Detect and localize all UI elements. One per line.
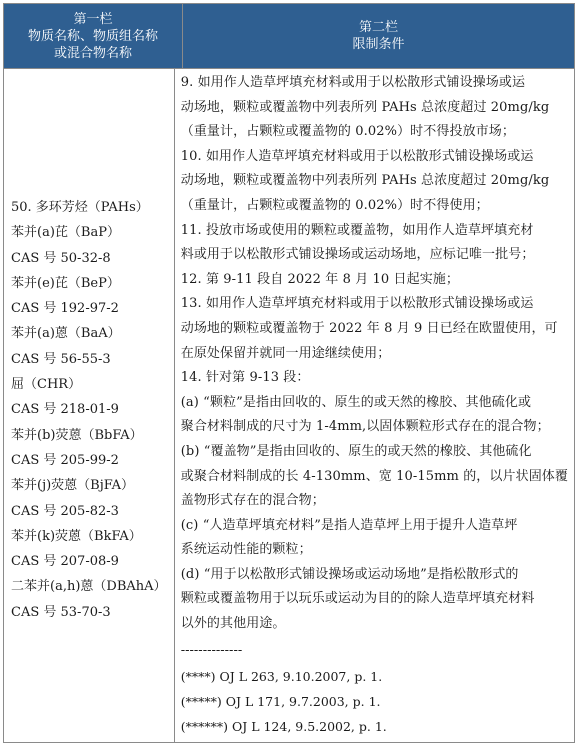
table-row — [4, 68, 574, 743]
footnote-reference: (****) OJ L 263, 9.10.2007, p. 1. — [180, 668, 383, 684]
substance-cell — [4, 69, 175, 743]
footnote-reference: (*****) OJ L 171, 9.7.2003, p. 1. — [180, 693, 381, 709]
condition-line: (b) “覆盖物”是指由回收的、原生的或天然的橡胶、其他硫化 — [180, 443, 532, 459]
substance-line: 苯并(e)芘（BeP） — [11, 275, 120, 291]
condition-line: 盖物形式存在的混合物； — [180, 493, 325, 509]
header-col1-line: 或混合物名称 — [53, 45, 132, 61]
condition-line: 聚合材料制成的尺寸为 1-4mm,以固体颗粒形式存在的混合物； — [180, 419, 550, 435]
substance-line: 苯并(j)荧蒽（BjFA） — [11, 478, 135, 494]
condition-line: 10. 如用作人造草坪填充材料或用于以松散形式铺设操场或运 — [180, 148, 534, 164]
footnote-separator: -------------- — [180, 642, 243, 658]
substance-line: CAS 号 56-55-3 — [11, 351, 111, 367]
header-column-1 — [4, 4, 183, 68]
condition-line: (c) “人造草坪填充材料”是指人造草坪上用于提升人造草坪 — [180, 517, 518, 533]
header-col1-line: 物质名称、物质组名称 — [27, 28, 158, 44]
header-col2-line: 限制条件 — [352, 37, 405, 52]
substance-line: CAS 号 192-97-2 — [11, 301, 119, 317]
condition-line: 系统运动性能的颗粒； — [180, 542, 312, 558]
conditions-cell — [175, 69, 574, 743]
substance-line: 二苯并(a,h)蒽（DBAhA） — [11, 579, 167, 595]
condition-line: 13. 如用作人造草坪填充材料或用于以松散形式铺设操场或运 — [180, 296, 534, 312]
substance-line: CAS 号 205-82-3 — [11, 503, 119, 519]
condition-line: (d) “用于以松散形式铺设操场或运动场地”是指松散形式的 — [180, 566, 519, 582]
substance-line: 苯并(a)芘（BaP） — [11, 225, 120, 241]
substance-line: 苯并(b)荧蒽（BbFA） — [11, 427, 143, 443]
substance-line: CAS 号 53-70-3 — [11, 604, 111, 620]
condition-line: （重量计，占颗粒或覆盖物的 0.02%）时不得使用； — [180, 197, 489, 213]
substance-line: CAS 号 207-08-9 — [11, 554, 119, 570]
condition-line: 动场地，颗粒或覆盖物中列表所列 PAHs 总浓度超过 20mg/kg — [180, 99, 550, 115]
header-col2-line: 第二栏 — [358, 20, 398, 35]
condition-line: 动场地的颗粒或覆盖物于 2022 年 8 月 9 日已经在欧盟使用，可 — [180, 320, 558, 336]
substance-line: CAS 号 205-99-2 — [11, 452, 119, 468]
condition-line: 12. 第 9-11 段自 2022 年 8 月 10 日起实施； — [180, 271, 460, 287]
substance-line: 苯并(a)蒽（BaA） — [11, 326, 121, 342]
header-col1-line: 第一栏 — [73, 11, 113, 27]
condition-line: 在原处保留并就同一用途继续使用； — [180, 345, 391, 361]
condition-line: 以外的其他用途。 — [180, 616, 286, 632]
substance-line: 50. 多环芳烃（PAHs） — [11, 200, 149, 215]
footnote-reference: (******) OJ L 124, 9.5.2002, p. 1. — [180, 718, 387, 734]
substance-line: CAS 号 50-32-8 — [11, 250, 111, 266]
condition-line: 11. 投放市场或使用的颗粒或覆盖物，如用作人造草坪填充材 — [180, 222, 534, 238]
substance-line: 屈（CHR） — [11, 377, 82, 393]
restriction-table — [3, 3, 575, 743]
condition-line: 颗粒或覆盖物用于以玩乐或运动为目的的除人造草坪填充材料 — [180, 591, 535, 607]
condition-line: 料或用于以松散形式铺设操场或运动场地，应标记唯一批号； — [180, 247, 535, 263]
condition-line: （重量计，占颗粒或覆盖物的 0.02%）时不得投放市场； — [180, 124, 515, 140]
condition-line: 14. 针对第 9-13 段： — [180, 370, 310, 386]
condition-line: (a) “颗粒”是指由回收的、原生的或天然的橡胶、其他硫化或 — [180, 394, 532, 410]
condition-line: 动场地，颗粒或覆盖物中列表所列 PAHs 总浓度超过 20mg/kg — [180, 173, 550, 189]
substance-line: CAS 号 218-01-9 — [11, 402, 119, 418]
header-column-2 — [183, 4, 574, 68]
condition-line: 9. 如用作人造草坪填充材料或用于以松散形式铺设操场或运 — [180, 75, 526, 90]
table-header — [4, 4, 574, 68]
condition-line: 或聚合材料制成的长 4-130mm、宽 10-15mm 的，以片状固体覆 — [180, 468, 568, 484]
substance-line: 苯并(k)荧蒽（BkFA） — [11, 528, 142, 544]
